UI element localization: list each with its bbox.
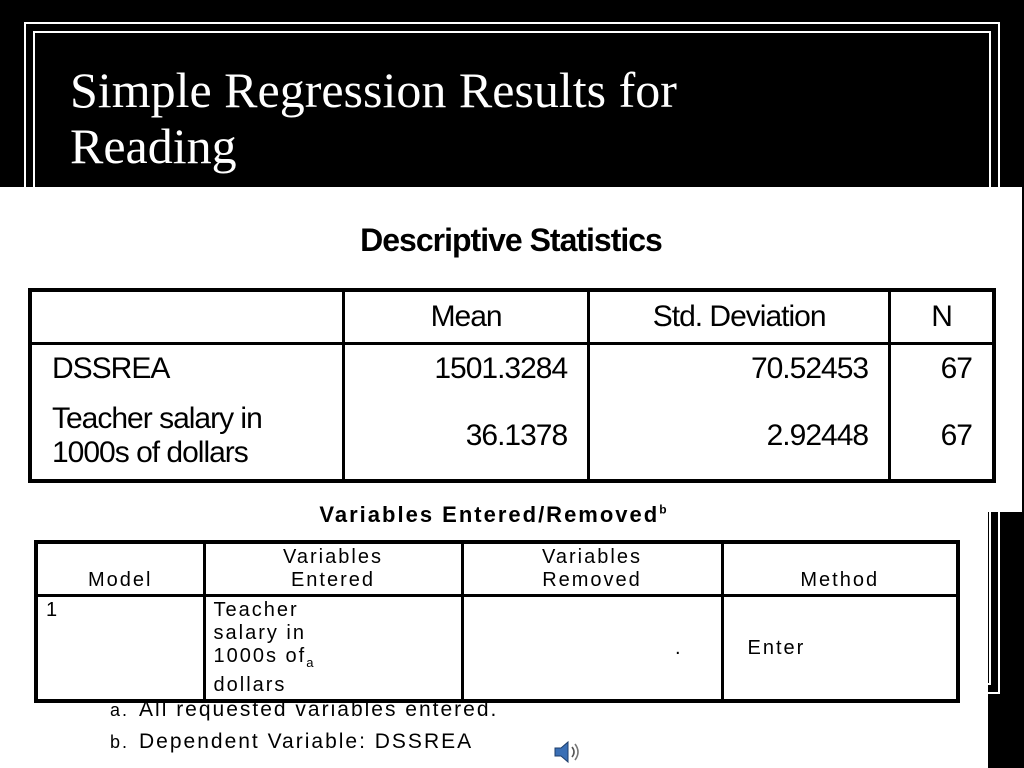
cell-variables-entered [204, 596, 462, 702]
row-label-line2: 1000s of dollars [52, 436, 248, 469]
table-row [30, 344, 994, 394]
header-std-deviation: Std. Deviation [589, 290, 890, 344]
cell-variables-removed: . [462, 596, 722, 702]
slide-title-line2: Reading [70, 118, 237, 174]
footnote-marker: a. [110, 700, 130, 720]
table-row [36, 596, 958, 702]
header-line1: Variables [542, 546, 642, 568]
slide-title-line1: Simple Regression Results for [70, 62, 677, 118]
cell-n: 67 [890, 393, 994, 481]
entered-line4: dollars [213, 674, 287, 696]
header-mean: Mean [344, 290, 589, 344]
row-label-teacher-salary [30, 393, 344, 481]
header-variables-removed [462, 542, 722, 596]
slide-title [70, 62, 890, 174]
row-label-dssrea: DSSREA [52, 352, 170, 385]
cell-method: Enter [722, 596, 958, 702]
table-row [30, 393, 994, 481]
footnote-a [110, 698, 498, 722]
row-label-line1: Teacher salary in [52, 402, 262, 435]
footnote-text: Dependent Variable: DSSREA [139, 730, 474, 753]
entered-footnote-marker: a [306, 655, 316, 670]
entered-line3: 1000s of [213, 645, 307, 667]
cell-model: 1 [46, 599, 60, 621]
variables-entered-removed-table [34, 540, 960, 703]
header-line1: Variables [283, 546, 383, 568]
header-method: Method [722, 542, 958, 596]
cell-std: 2.92448 [589, 393, 890, 481]
cell-mean: 36.1378 [344, 393, 589, 481]
header-model: Model [36, 542, 204, 596]
footnote-marker: b. [110, 732, 130, 752]
header-empty-cell [30, 290, 344, 344]
variables-entered-removed-caption [0, 502, 988, 528]
entered-line1: Teacher [213, 599, 299, 621]
descriptive-statistics-caption: Descriptive Statistics [360, 222, 662, 258]
header-variables-entered [204, 542, 462, 596]
header-n: N [890, 290, 994, 344]
footnote-text: All requested variables entered. [139, 698, 499, 721]
entered-line2: salary in [213, 622, 306, 644]
cell-std: 70.52453 [589, 344, 890, 394]
caption-text: Variables Entered/Removed [319, 502, 660, 527]
caption-footnote-marker: b [659, 502, 669, 517]
header-line2: Entered [290, 569, 376, 591]
table-header-row [30, 290, 994, 344]
speaker-icon[interactable] [552, 738, 582, 766]
descriptive-statistics-table [28, 288, 996, 483]
footnote-b [110, 730, 473, 754]
table-header-row [36, 542, 958, 596]
cell-mean: 1501.3284 [344, 344, 589, 394]
cell-n: 67 [890, 344, 994, 394]
header-line2: Removed [542, 569, 642, 591]
